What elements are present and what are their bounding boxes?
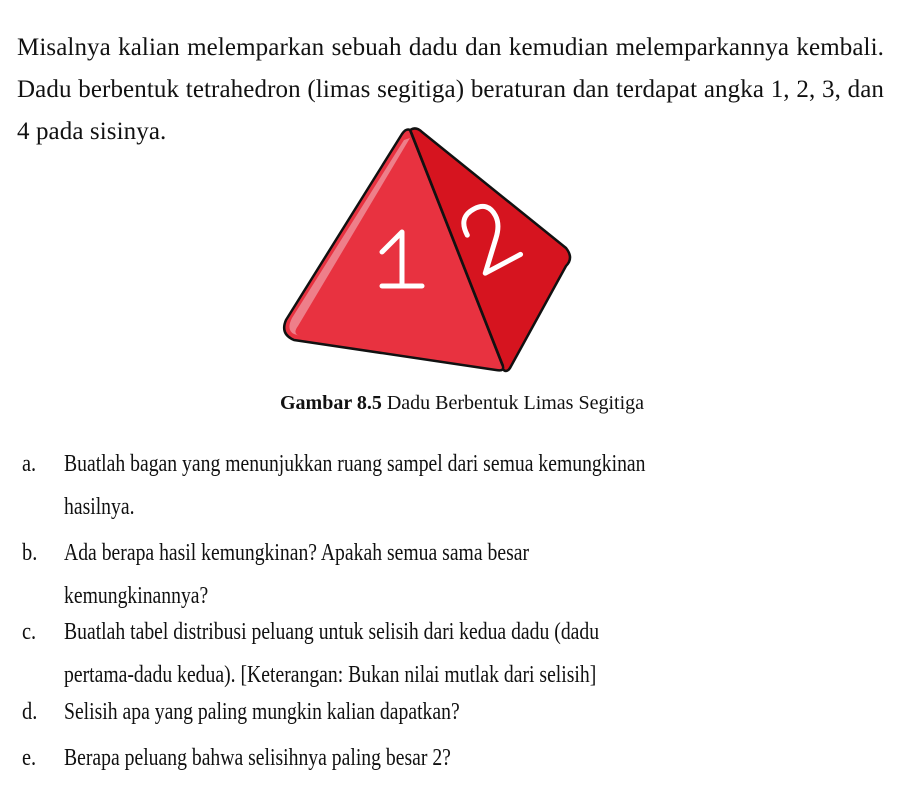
question-line: pertama-dadu kedua). [Keterangan: Bukan nilai mutlak dari selisih] [64,662,597,688]
intro-paragraph: Misalnya kalian melemparkan sebuah dadu dan kemudian melemparkannya kembali. Dadu berbentuk tetrahedron (limas segitiga) beraturan dan terdapat angka 1, 2, 3, dan 4 pada sisinya. [17,34,884,145]
question-line: kemungkinannya? [64,583,209,609]
question-text [64,737,868,780]
question-line: Ada berapa hasil kemungkinan? Apakah semua sama besar [64,540,530,566]
question-text [64,532,868,618]
question-letter: b. [22,540,38,566]
question-line: Selisih apa yang paling mungkin kalian dapatkan? [64,699,460,725]
question-line: hasilnya. [64,494,135,520]
question-letter: d. [22,699,38,725]
question-text [64,611,868,697]
tetrahedron-dice-icon [270,120,590,380]
tetrahedron-dice-figure [270,120,590,380]
question-letter: c. [22,619,37,645]
figure-caption-label: Gambar 8.5 [279,392,382,414]
question-letter: a. [22,451,37,477]
figure-caption-text: Dadu Berbentuk Limas Segitiga [386,392,645,414]
figure-caption [0,389,918,417]
question-text [64,691,868,734]
question-line: Buatlah tabel distribusi peluang untuk selisih dari kedua dadu (dadu [64,619,600,645]
question-text [64,443,868,529]
question-letter: e. [22,745,37,771]
question-line: Berapa peluang bahwa selisihnya paling besar 2? [64,745,451,771]
question-line: Buatlah bagan yang menunjukkan ruang sampel dari semua kemungkinan [64,451,646,477]
